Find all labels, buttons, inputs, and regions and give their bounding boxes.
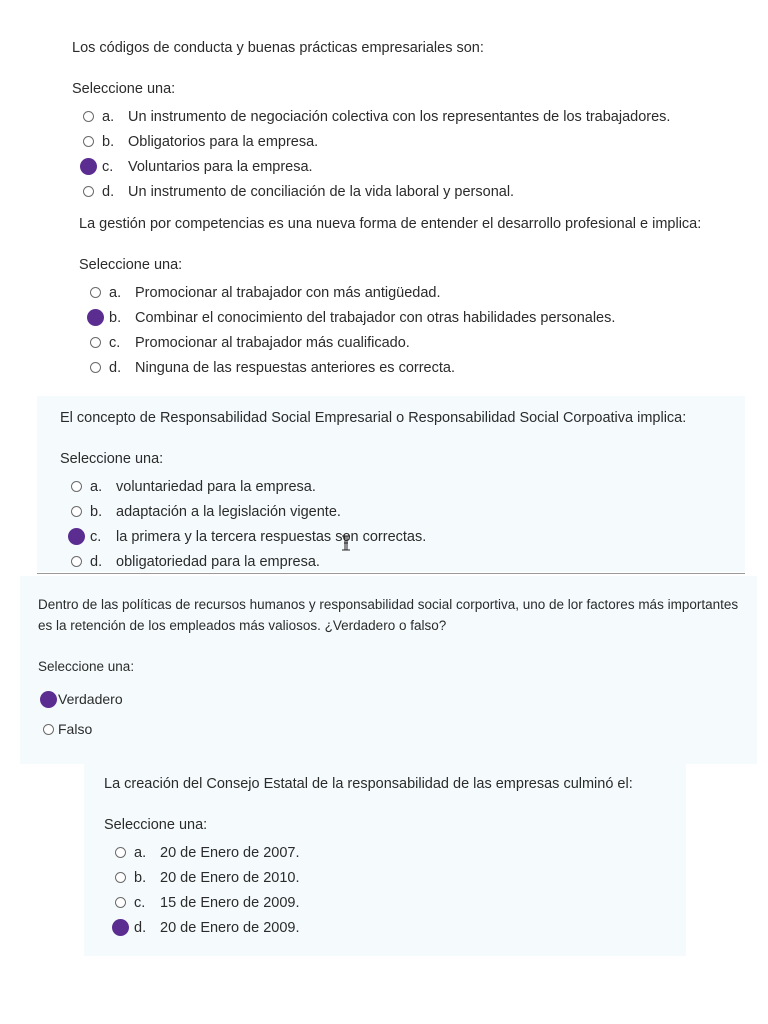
question-text: Los códigos de conducta y buenas prácticas empresariales son: — [72, 40, 484, 56]
option-d[interactable] — [79, 355, 739, 380]
option-label: 20 de Enero de 2009. — [160, 919, 300, 936]
section-divider — [37, 573, 745, 574]
option-verdadero[interactable] — [38, 684, 753, 714]
option-a[interactable] — [60, 474, 730, 499]
radio-unselected-icon[interactable] — [78, 132, 98, 152]
option-label: Un instrumento de negociación colectiva con los representantes de los trabajadores. — [128, 108, 671, 125]
option-letter: b. — [109, 309, 122, 326]
option-label: Promocionar al trabajador con más antigüedad. — [135, 284, 441, 301]
option-label: Promocionar al trabajador más cualificado. — [135, 334, 410, 351]
question-line-2: es la retención de los empleados más valiosos. ¿Verdadero o falso? — [38, 618, 447, 633]
option-label: 15 de Enero de 2009. — [160, 894, 300, 911]
option-label: obligatoriedad para la empresa. — [116, 553, 320, 570]
radio-unselected-icon[interactable] — [78, 182, 98, 202]
option-d[interactable] — [60, 549, 730, 574]
option-letter: b. — [134, 869, 147, 886]
option-c[interactable] — [60, 524, 730, 549]
radio-unselected-icon[interactable] — [66, 552, 86, 572]
option-b[interactable] — [60, 499, 730, 524]
option-c[interactable] — [79, 330, 739, 355]
option-letter: c. — [134, 894, 146, 911]
option-label: voluntariedad para la empresa. — [116, 478, 316, 495]
radio-unselected-icon[interactable] — [85, 283, 105, 303]
option-letter: a. — [109, 284, 122, 301]
text-cursor-icon — [341, 535, 351, 551]
radio-unselected-icon[interactable] — [85, 333, 105, 353]
option-a[interactable] — [72, 104, 712, 129]
question-text: La gestión por competencias es una nueva forma de entender el desarrollo profesional e implica: — [79, 216, 702, 232]
option-a[interactable] — [79, 280, 739, 305]
option-d[interactable] — [72, 179, 712, 204]
radio-unselected-icon[interactable] — [110, 843, 130, 863]
question-line-1: Dentro de las políticas de recursos humanos y responsabilidad social corportiva, uno de lor factores más importantes — [38, 597, 739, 612]
option-label: 20 de Enero de 2010. — [160, 869, 300, 886]
option-label: Ninguna de las respuestas anteriores es correcta. — [135, 359, 455, 376]
select-prompt: Seleccione una: — [38, 659, 135, 674]
option-b[interactable] — [104, 865, 674, 890]
question-text: La creación del Consejo Estatal de la responsabilidad de las empresas culminó el: — [104, 776, 633, 792]
option-letter: b. — [90, 503, 103, 520]
option-label: Voluntarios para la empresa. — [128, 158, 313, 175]
question-5-panel — [84, 744, 686, 956]
radio-selected-icon[interactable] — [38, 689, 58, 709]
option-letter: b. — [102, 133, 115, 150]
option-letter: d. — [134, 919, 147, 936]
radio-unselected-icon[interactable] — [85, 358, 105, 378]
radio-selected-icon[interactable] — [66, 527, 86, 547]
option-b[interactable] — [72, 129, 712, 154]
option-letter: d. — [109, 359, 122, 376]
question-text — [38, 594, 753, 636]
radio-selected-icon[interactable] — [85, 308, 105, 328]
option-letter: a. — [90, 478, 103, 495]
radio-unselected-icon[interactable] — [66, 502, 86, 522]
option-b[interactable] — [79, 305, 739, 330]
select-prompt: Seleccione una: — [60, 451, 164, 467]
option-label: Un instrumento de conciliación de la vida laboral y personal. — [128, 183, 515, 200]
select-prompt: Seleccione una: — [72, 81, 176, 97]
radio-selected-icon[interactable] — [78, 157, 98, 177]
option-c[interactable] — [72, 154, 712, 179]
option-label: Combinar el conocimiento del trabajador con otras habilidades personales. — [135, 309, 616, 326]
question-3-panel — [37, 396, 745, 572]
option-letter: d. — [102, 183, 115, 200]
option-label: la primera y la tercera respuestas son correctas. — [116, 528, 427, 545]
question-text: El concepto de Responsabilidad Social Empresarial o Responsabilidad Social Corpoativa implica: — [60, 410, 687, 426]
option-a[interactable] — [104, 840, 674, 865]
option-falso[interactable] — [38, 714, 753, 744]
option-label: 20 de Enero de 2007. — [160, 844, 300, 861]
option-letter: d. — [90, 553, 103, 570]
option-c[interactable] — [104, 890, 674, 915]
option-d[interactable] — [104, 915, 674, 940]
option-letter: c. — [90, 528, 102, 545]
select-prompt: Seleccione una: — [79, 257, 183, 273]
question-4-panel — [20, 576, 757, 764]
option-letter: c. — [102, 158, 114, 175]
option-label: Obligatorios para la empresa. — [128, 133, 319, 150]
radio-selected-icon[interactable] — [110, 918, 130, 938]
select-prompt: Seleccione una: — [104, 817, 208, 833]
question-1 — [72, 38, 712, 204]
option-label: adaptación a la legislación vigente. — [116, 503, 341, 520]
option-letter: c. — [109, 334, 121, 351]
option-label: Falso — [58, 721, 93, 737]
radio-unselected-icon[interactable] — [66, 477, 86, 497]
radio-unselected-icon[interactable] — [78, 107, 98, 127]
radio-unselected-icon[interactable] — [110, 868, 130, 888]
radio-unselected-icon[interactable] — [110, 893, 130, 913]
radio-unselected-icon[interactable] — [38, 719, 58, 739]
option-letter: a. — [134, 844, 147, 861]
option-letter: a. — [102, 108, 115, 125]
option-label: Verdadero — [58, 691, 123, 707]
question-2 — [79, 214, 739, 380]
